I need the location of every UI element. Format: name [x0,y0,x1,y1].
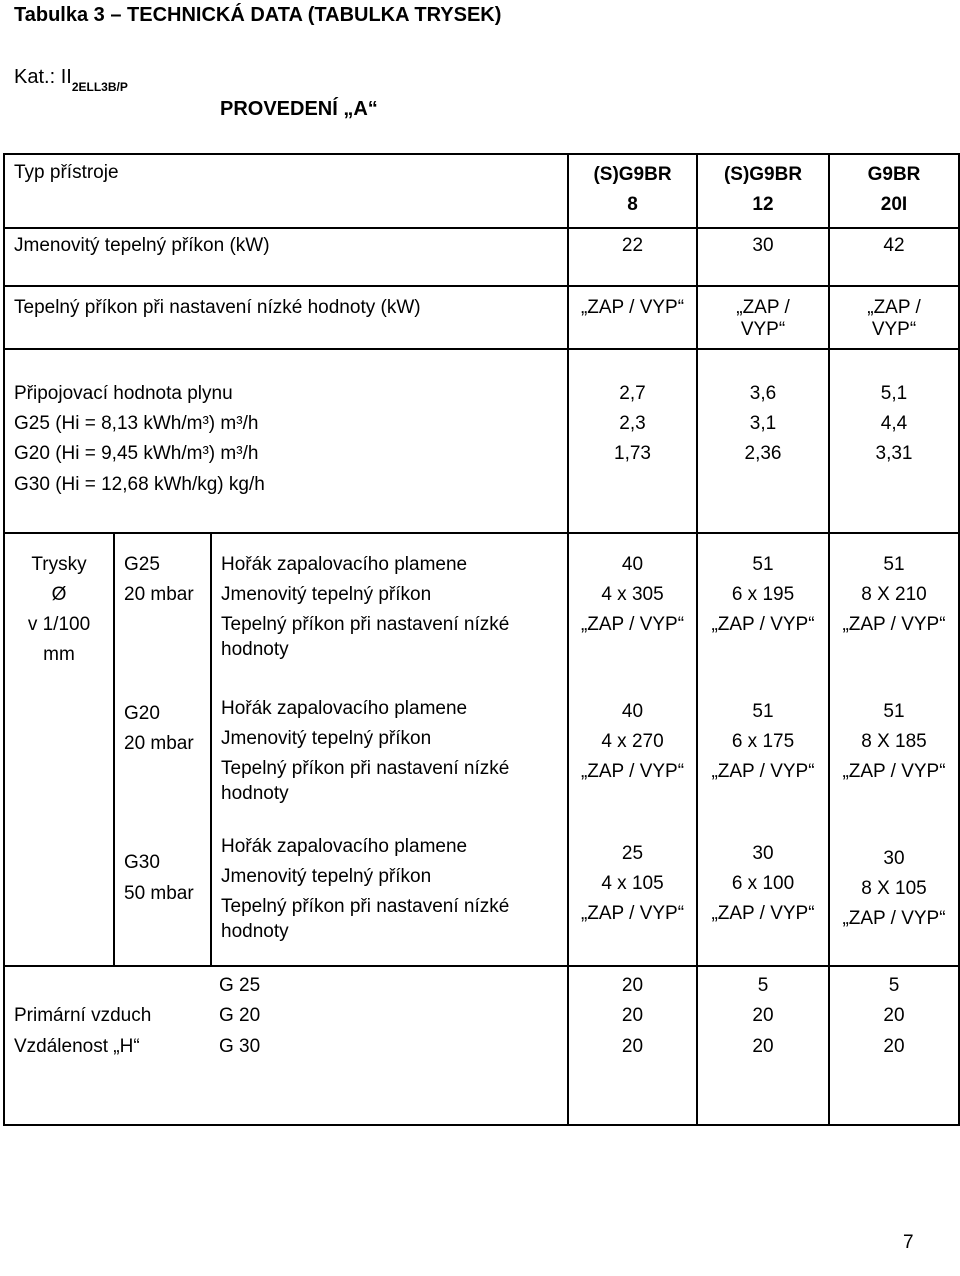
primary-air-value: 20 [621,975,644,996]
nominal-input-value: 30 [752,235,774,256]
injectors-label: mm [43,644,75,665]
injector-gas: G25 [124,554,160,575]
injector-value: 25 [621,843,644,864]
nominal-input-label: Jmenovitý tepelný příkon (kW) [14,235,270,256]
injector-value: 30 [883,848,905,869]
injector-desc: Jmenovitý tepelný příkon [221,866,432,887]
primary-air-value: 5 [888,975,900,996]
injector-value: 8 X 185 [861,731,927,752]
injector-desc: Hořák zapalovacího plamene [221,698,468,719]
low-input-value: „ZAP / VYP“ [867,297,921,340]
injector-desc: Tepelný příkon při nastavení nízké [221,614,510,635]
primary-air-gas: G 20 [219,1005,261,1026]
model-size: 20I [880,194,908,215]
injector-value: 51 [883,701,905,722]
low-input-value: „ZAP / VYP“ [736,297,790,340]
gas-rate-value: 5,1 [880,383,908,404]
gas-rate-label: Připojovací hodnota plynu [14,383,233,404]
injector-value: 6 x 195 [731,584,795,605]
model-size: 8 [627,194,638,215]
injector-value: 8 X 105 [861,878,927,899]
injector-value: „ZAP / VYP“ [580,614,685,635]
injector-value: „ZAP / VYP“ [711,614,815,635]
injector-value: „ZAP / VYP“ [711,903,815,924]
gas-rate-label: G20 (Hi = 9,45 kWh/m³) m³/h [14,443,259,464]
injector-gas: G30 [124,852,160,873]
injector-value: 51 [883,554,905,575]
injectors-label: Ø [51,584,67,605]
injector-value: 6 x 100 [731,873,795,894]
injector-value: 40 [621,554,644,575]
injector-desc: Jmenovitý tepelný příkon [221,584,432,605]
model-size: 12 [752,194,774,215]
injector-value: „ZAP / VYP“ [842,761,946,782]
row-divider [3,532,960,534]
injector-value: 6 x 175 [731,731,795,752]
category-line [14,66,128,95]
table-border-left [3,153,5,1126]
injector-value: 51 [752,701,774,722]
injectors-label: Trysky [31,554,87,575]
primary-air-value: 20 [752,1005,774,1026]
nominal-input-value: 22 [621,235,644,256]
gas-rate-value: 2,3 [619,413,646,434]
injector-desc: hodnoty [221,639,289,660]
injector-desc: Jmenovitý tepelný příkon [221,728,432,749]
gas-rate-label: G30 (Hi = 12,68 kWh/kg) kg/h [14,474,265,495]
primary-air-value: 20 [621,1005,644,1026]
injector-pressure: 20 mbar [124,733,194,754]
gas-rate-value: 3,1 [749,413,777,434]
gas-rate-value: 2,7 [619,383,646,404]
gas-rate-value: 4,4 [880,413,908,434]
model-name: (S)G9BR [593,164,672,185]
model-name: (S)G9BR [723,164,803,185]
column-divider [113,532,115,965]
injector-desc: Tepelný příkon při nastavení nízké [221,896,510,917]
table-border-top [3,153,960,155]
injector-value: 8 X 210 [861,584,927,605]
low-input-value: „ZAP / VYP“ [580,297,685,318]
gas-rate-value: 2,36 [744,443,782,464]
low-input-label: Tepelný příkon při nastavení nízké hodnoty (kW) [14,297,421,318]
primary-air-value: 20 [752,1036,774,1057]
primary-air-value: 20 [621,1036,644,1057]
injector-value: 40 [621,701,644,722]
primary-air-value: 20 [883,1036,905,1057]
gas-rate-value: 1,73 [614,443,651,464]
primary-air-gas: G 30 [219,1036,261,1057]
distance-h-label: Vzdálenost „H“ [14,1036,140,1057]
gas-rate-value: 3,6 [749,383,777,404]
injector-desc: hodnoty [221,783,289,804]
injector-value: 4 x 270 [601,731,664,752]
gas-rate-value: 3,31 [875,443,913,464]
injector-value: „ZAP / VYP“ [580,761,685,782]
model-name: G9BR [867,164,921,185]
category-subscript: 2ELL3B/P [71,80,128,94]
injectors-label: v 1/100 [27,614,91,635]
primary-air-value: 20 [883,1005,905,1026]
injector-value: „ZAP / VYP“ [842,614,946,635]
injector-gas: G20 [124,703,160,724]
row-divider [3,227,960,229]
row-divider [3,965,960,967]
page-title: Tabulka 3 – TECHNICKÁ DATA (TABULKA TRYSEK) [14,4,502,26]
primary-air-gas: G 25 [219,975,261,996]
injector-desc: Hořák zapalovacího plamene [221,554,468,575]
column-divider [210,532,212,965]
injector-value: „ZAP / VYP“ [842,908,946,929]
injector-desc: Tepelný příkon při nastavení nízké [221,758,510,779]
injector-desc: hodnoty [221,921,289,942]
injector-value: 4 x 105 [601,873,664,894]
injector-value: 4 x 305 [601,584,664,605]
device-type-label: Typ přístroje [14,162,119,183]
injector-pressure: 50 mbar [124,883,194,904]
injector-value: „ZAP / VYP“ [580,903,685,924]
variant-heading: PROVEDENÍ „A“ [220,98,378,120]
table-border-bottom [3,1124,960,1126]
category-prefix: Kat.: II [14,66,72,88]
nominal-input-value: 42 [883,235,905,256]
injector-desc: Hořák zapalovacího plamene [221,836,468,857]
row-divider [3,348,960,350]
injector-value: 30 [752,843,774,864]
gas-rate-label: G25 (Hi = 8,13 kWh/m³) m³/h [14,413,259,434]
primary-air-value: 5 [757,975,769,996]
injector-value: 51 [752,554,774,575]
injector-value: „ZAP / VYP“ [711,761,815,782]
primary-air-label: Primární vzduch [14,1005,152,1026]
row-divider [3,285,960,287]
injector-pressure: 20 mbar [124,584,194,605]
page-number: 7 [903,1232,914,1253]
